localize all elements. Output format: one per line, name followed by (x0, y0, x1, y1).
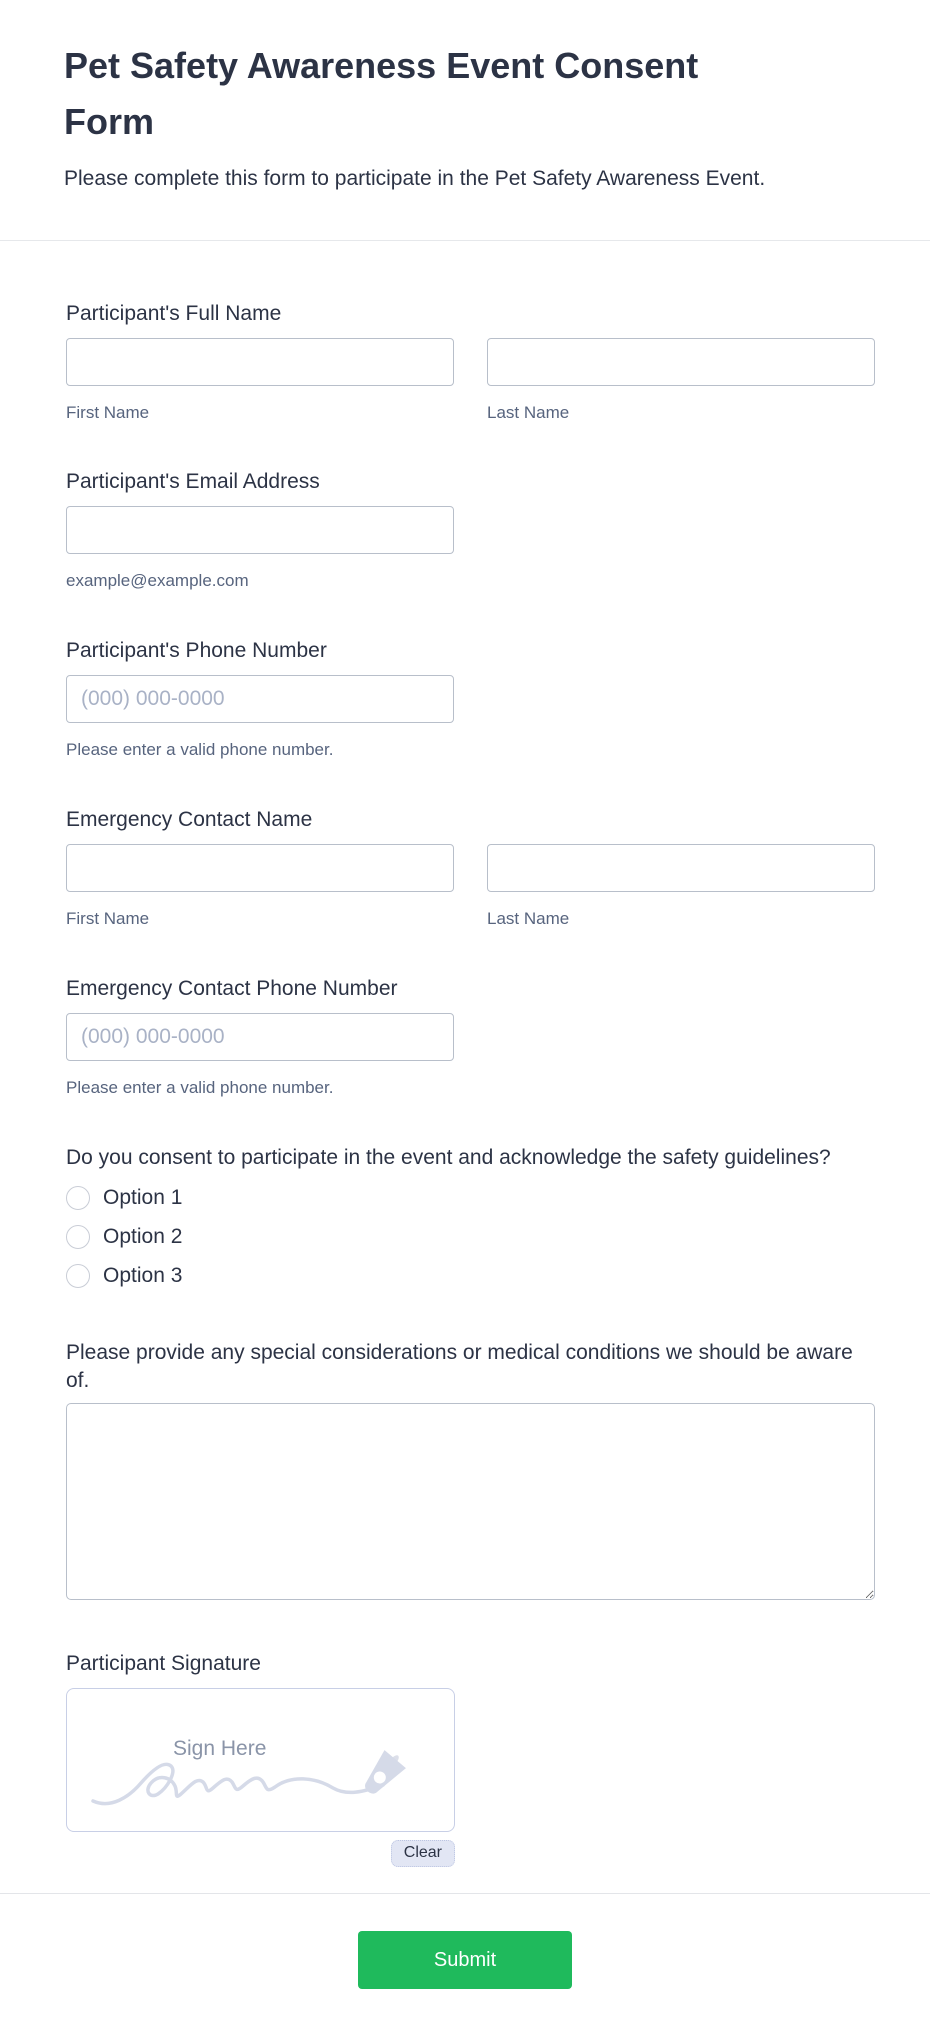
last-name-sublabel: Last Name (487, 403, 570, 422)
submit-button[interactable]: Submit (358, 1931, 572, 1989)
field-participant-full-name (66, 300, 875, 424)
emergency-last-name-sublabel: Last Name (487, 909, 570, 928)
first-name-input[interactable] (66, 338, 454, 386)
emergency-first-name-sublabel: First Name (66, 909, 150, 928)
email-input[interactable] (66, 506, 454, 554)
radio-button-icon[interactable] (66, 1264, 90, 1288)
emergency-phone-label: Emergency Contact Phone Number (66, 977, 398, 1000)
considerations-label: Please provide any special considerations or medical conditions we should be aware of. (66, 1341, 853, 1392)
emergency-name-sublabels (66, 908, 875, 930)
radio-option-2[interactable] (66, 1223, 875, 1250)
field-participant-email (66, 468, 875, 592)
form-header (0, 0, 930, 241)
full-name-inputs (66, 338, 875, 386)
field-emergency-contact-name (66, 806, 875, 930)
form-title: Pet Safety Awareness Event Consent Form (64, 45, 699, 142)
field-consent-radio-group (66, 1144, 875, 1289)
footer-divider (0, 1893, 930, 1894)
field-participant-phone (66, 637, 875, 761)
radio-option-3[interactable] (66, 1262, 875, 1289)
field-special-considerations (66, 1339, 875, 1600)
field-participant-signature (66, 1650, 875, 1867)
first-name-sublabel: First Name (66, 403, 150, 422)
sign-here-text: Sign Here (173, 1737, 267, 1760)
radio-option-1-label: Option 1 (103, 1185, 183, 1209)
clear-signature-button[interactable]: Clear (391, 1840, 455, 1867)
email-label: Participant's Email Address (66, 470, 320, 493)
emergency-name-label: Emergency Contact Name (66, 808, 313, 831)
radio-button-icon[interactable] (66, 1186, 90, 1210)
phone-input[interactable] (66, 675, 454, 723)
consent-options (66, 1184, 875, 1289)
phone-label: Participant's Phone Number (66, 639, 327, 662)
signature-pad[interactable] (66, 1688, 455, 1832)
form-subtitle: Please complete this form to participate in the Pet Safety Awareness Event. (64, 167, 766, 190)
consent-question-label: Do you consent to participate in the event and acknowledge the safety guidelines? (66, 1146, 831, 1169)
phone-hint: Please enter a valid phone number. (66, 740, 334, 759)
considerations-textarea[interactable] (66, 1403, 875, 1600)
radio-option-3-label: Option 3 (103, 1263, 183, 1287)
form-body (0, 300, 930, 1867)
full-name-label: Participant's Full Name (66, 302, 282, 325)
full-name-sublabels (66, 402, 875, 424)
radio-option-2-label: Option 2 (103, 1224, 183, 1248)
signature-label: Participant Signature (66, 1652, 261, 1675)
radio-option-1[interactable] (66, 1184, 875, 1211)
email-hint: example@example.com (66, 571, 249, 590)
last-name-input[interactable] (487, 338, 875, 386)
emergency-first-name-input[interactable] (66, 844, 454, 892)
emergency-phone-hint: Please enter a valid phone number. (66, 1078, 334, 1097)
emergency-name-inputs (66, 844, 875, 892)
emergency-last-name-input[interactable] (487, 844, 875, 892)
radio-button-icon[interactable] (66, 1225, 90, 1249)
field-emergency-contact-phone (66, 975, 875, 1099)
pen-nib-icon (357, 1747, 409, 1801)
emergency-phone-input[interactable] (66, 1013, 454, 1061)
